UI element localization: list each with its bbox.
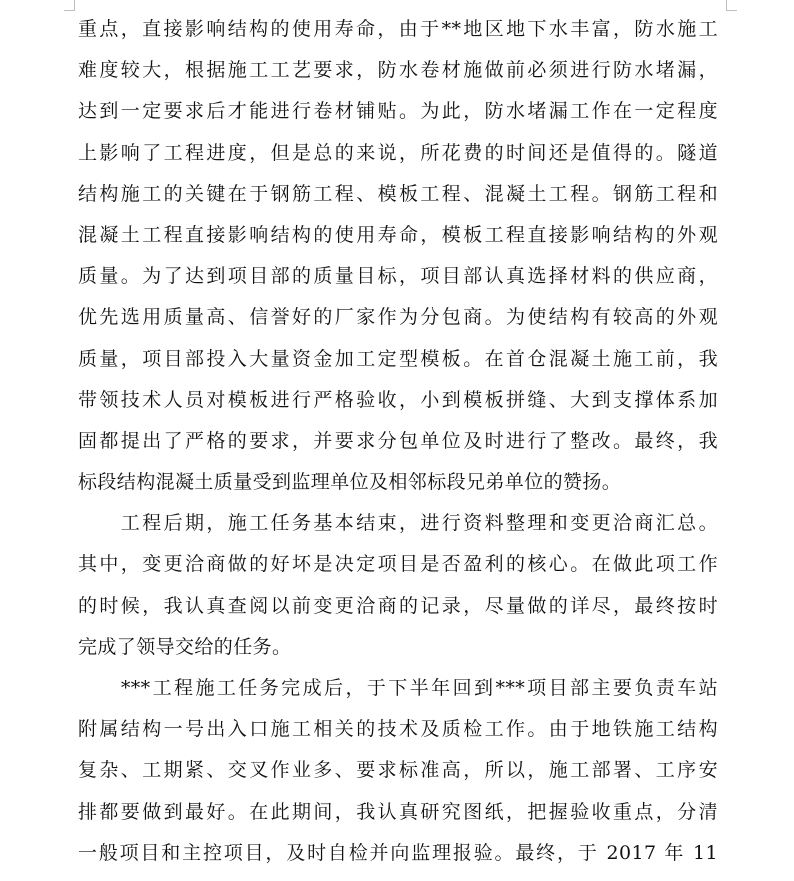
- text-line-paragraph-start: ***工程施工任务完成后，于下半年回到***项目部主要负责车站: [78, 677, 718, 699]
- text-line: 复杂、工期紧、交叉作业多、要求标准高，所以，施工部署、工序安: [78, 759, 718, 782]
- page-corner-mark-right: [726, 0, 737, 11]
- text-line: 难度较大，根据施工工艺要求，防水卷材施做前必须进行防水堵漏，: [78, 59, 718, 82]
- text-line: 混凝土工程直接影响结构的使用寿命，模板工程直接影响结构的外观: [78, 223, 718, 246]
- text-line-paragraph-end: 标段结构混凝土质量受到监理单位及相邻标段兄弟单位的赞扬。: [78, 471, 622, 494]
- text-line: 固都提出了严格的要求，并要求分包单位及时进行了整改。最终，我: [78, 429, 718, 452]
- text-line: 一般项目和主控项目，及时自检并向监理报验。最终，于 2017 年 11: [78, 841, 718, 864]
- text-line: 排都要做到最好。在此期间，我认真研究图纸，把握验收重点，分清: [78, 800, 718, 823]
- text-line-paragraph-start: 工程后期，施工任务基本结束，进行资料整理和变更洽商汇总。: [78, 512, 718, 535]
- text-line-paragraph-end: 完成了领导交给的任务。: [78, 635, 292, 658]
- text-line: 达到一定要求后才能进行卷材铺贴。为此，防水堵漏工作在一定程度: [78, 100, 718, 123]
- text-line: 带领技术人员对模板进行严格验收，小到模板拼缝、大到支撑体系加: [78, 388, 718, 411]
- text-line: 优先选用质量高、信誉好的厂家作为分包商。为使结构有较高的外观: [78, 306, 718, 329]
- text-line: 的时候，我认真查阅以前变更洽商的记录，尽量做的详尽，最终按时: [78, 594, 718, 617]
- text-line: 附属结构一号出入口施工相关的技术及质检工作。由于地铁施工结构: [78, 718, 718, 741]
- document-body: [78, 9, 718, 874]
- text-line: 其中，变更洽商做的好坏是决定项目是否盈利的核心。在做此项工作: [78, 553, 718, 576]
- page-corner-mark-left: [64, 0, 75, 11]
- text-line: 质量，项目部投入大量资金加工定型模板。在首仓混凝土施工前，我: [78, 347, 718, 370]
- text-line: 质量。为了达到项目部的质量目标，项目部认真选择材料的供应商，: [78, 265, 718, 288]
- text-line: 结构施工的关键在于钢筋工程、模板工程、混凝土工程。钢筋工程和: [78, 182, 718, 205]
- text-line: 重点，直接影响结构的使用寿命，由于**地区地下水丰富，防水施工: [78, 18, 718, 40]
- text-line: 上影响了工程进度，但是总的来说，所花费的时间还是值得的。隧道: [78, 141, 718, 164]
